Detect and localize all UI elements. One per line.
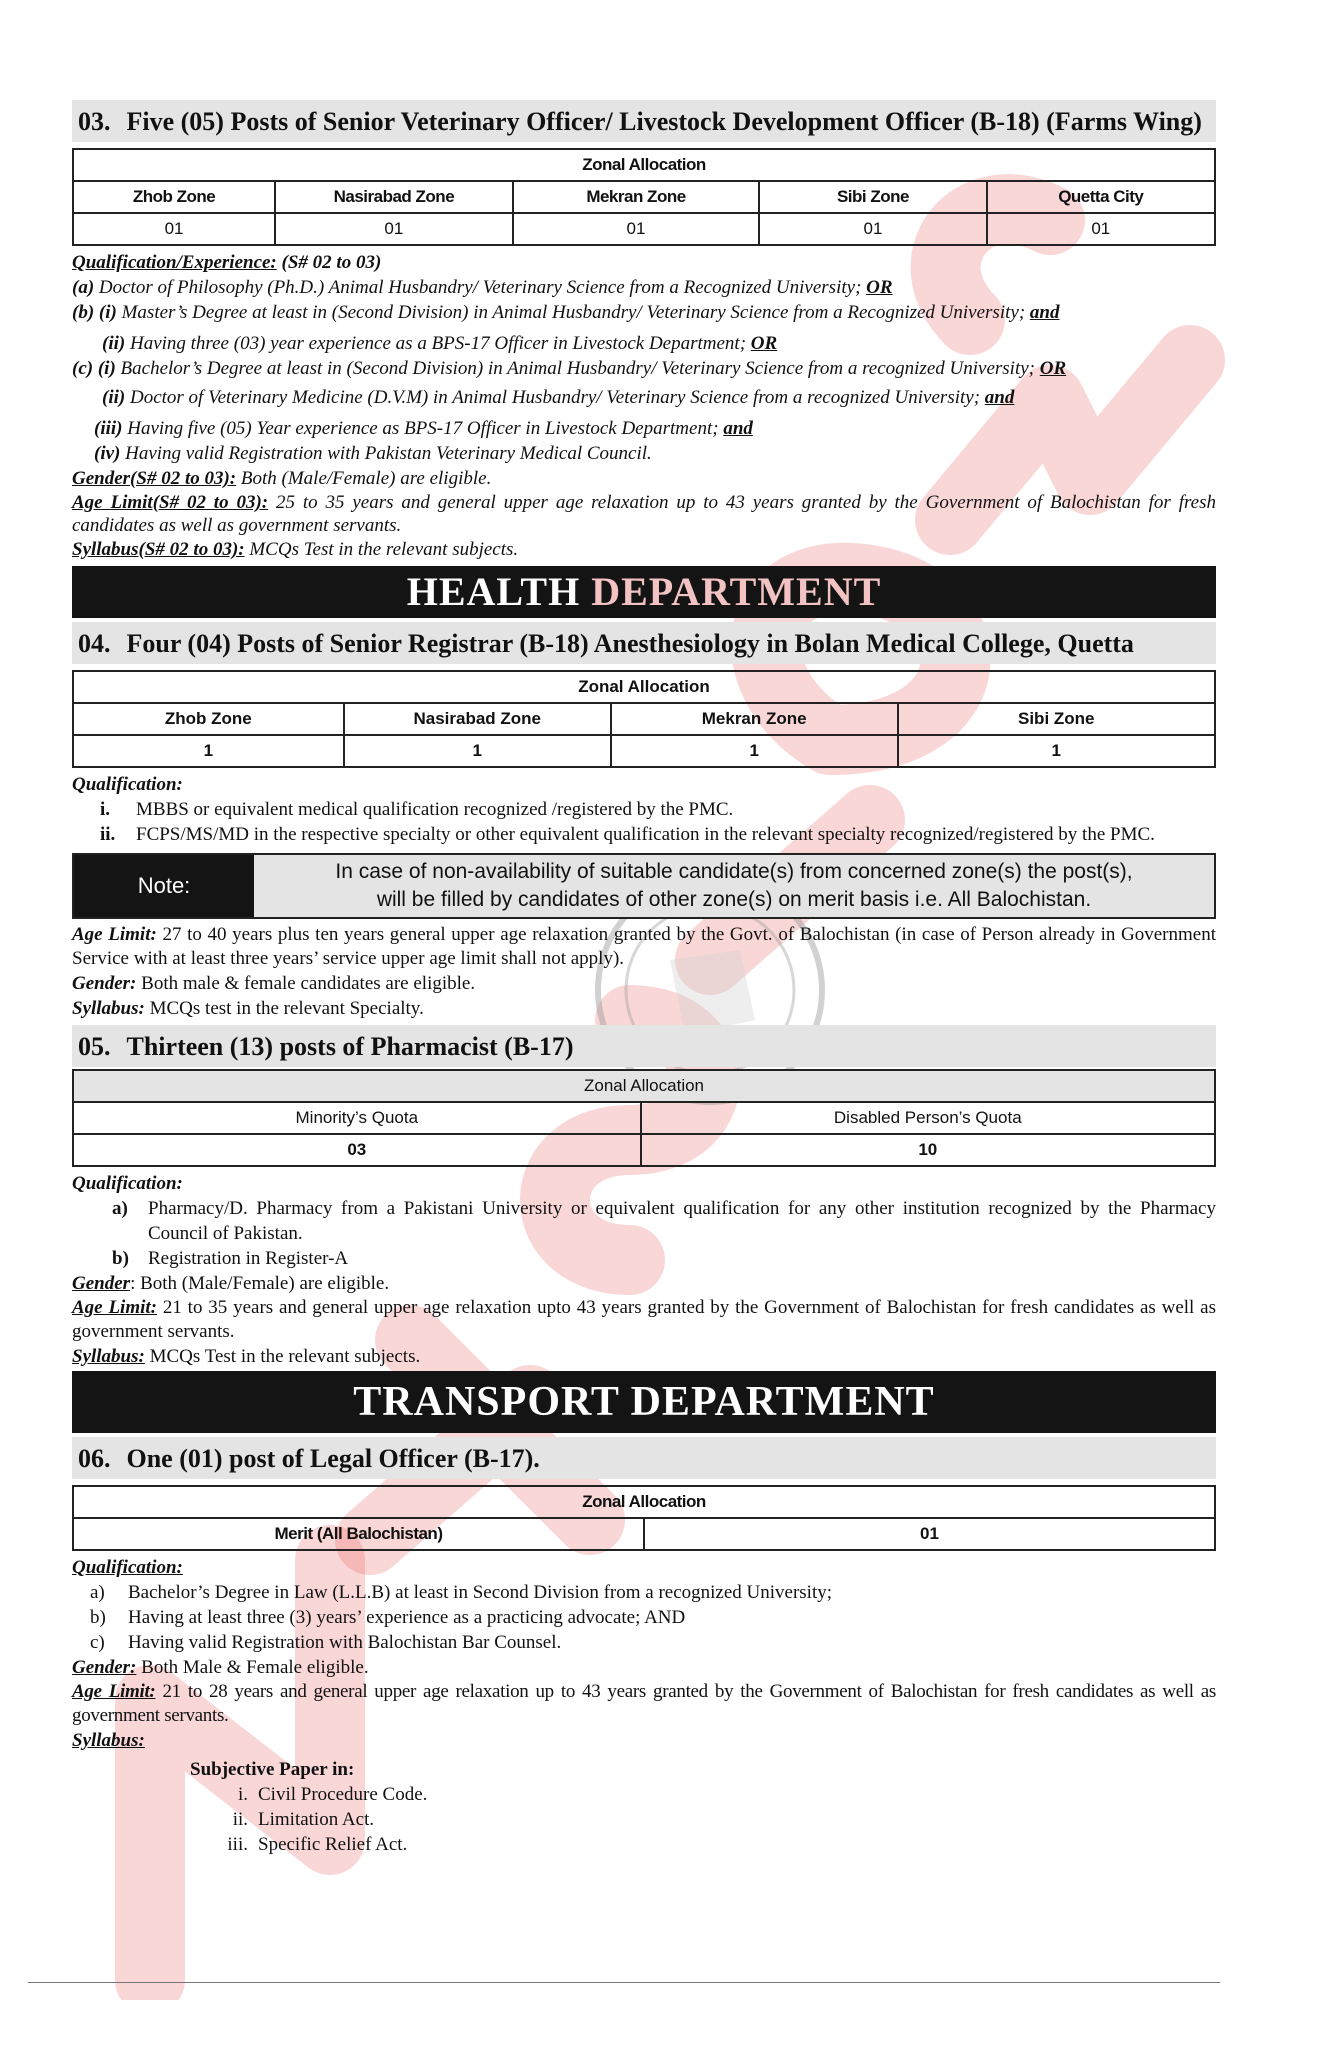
zonal-header: Zonal Allocation bbox=[73, 1486, 1215, 1518]
section-04-title bbox=[72, 622, 1216, 664]
section-number: 05. bbox=[78, 1032, 111, 1061]
section-heading: Four (04) Posts of Senior Registrar (B-18) Anesthesiology in Bolan Medical College, Quetta bbox=[126, 629, 1134, 658]
section-heading: One (01) post of Legal Officer (B-17). bbox=[126, 1444, 540, 1473]
zone-name: Mekran Zone bbox=[611, 703, 898, 735]
zone-count: 01 bbox=[73, 213, 275, 245]
zone-count: 1 bbox=[344, 735, 611, 767]
syllabus-line: Syllabus: MCQs Test in the relevant subjects. bbox=[72, 1346, 421, 1367]
paper-item: i. Civil Procedure Code. bbox=[237, 1784, 428, 1805]
age-limit-line: Age Limit: 27 to 40 years plus ten years general upper age relaxation granted by the Govt. of Balochistan (in case of Person already in Government Service with at least three years’ service upper age limit shall not apply). bbox=[72, 924, 1216, 969]
zone-name: Zhob Zone bbox=[73, 181, 275, 213]
quota-count: 10 bbox=[641, 1134, 1215, 1166]
section-06-title bbox=[72, 1437, 1216, 1479]
zonal-header: Zonal Allocation bbox=[73, 149, 1215, 181]
subjective-paper-heading: Subjective Paper in: bbox=[190, 1759, 355, 1780]
footer-rule bbox=[28, 1982, 1220, 1983]
quota-name: Minority’s Quota bbox=[73, 1102, 641, 1134]
zone-count: 1 bbox=[611, 735, 898, 767]
zonal-allocation-table-03 bbox=[72, 148, 1216, 246]
section-number: 03. bbox=[78, 107, 111, 136]
note-label: Note: bbox=[74, 855, 254, 917]
quota-count: 03 bbox=[73, 1134, 641, 1166]
qualification-item: b) Registration in Register-A bbox=[112, 1248, 349, 1269]
note-box bbox=[72, 853, 1216, 919]
zone-count: 01 bbox=[987, 213, 1215, 245]
paper-item: ii. Limitation Act. bbox=[232, 1809, 375, 1830]
age-limit-line: Age Limit: 21 to 28 years and general upper age relaxation up to 43 years granted by the Government of Balochistan for fresh candidates as well as government servants. bbox=[72, 1681, 1217, 1726]
qualification-item: i. MBBS or equivalent medical qualification recognized /registered by the PMC. bbox=[100, 799, 734, 820]
health-department-banner: HEALTH DEPARTMENT bbox=[72, 566, 1216, 618]
syllabus-line: Syllabus: MCQs test in the relevant Specialty. bbox=[72, 998, 424, 1019]
gender-line: Gender: Both male & female candidates are eligible. bbox=[72, 973, 476, 994]
age-limit-line: Age Limit(S# 02 to 03): 25 to 35 years and general upper age relaxation up to 43 years granted by the Government of Balochistan for fresh candidates as well as government servants. bbox=[72, 492, 1216, 536]
section-heading: Five (05) Posts of Senior Veterinary Officer/ Livestock Development Officer (B-18) (Farms Wing) bbox=[126, 107, 1202, 136]
zone-count: 01 bbox=[759, 213, 986, 245]
zone-name: Mekran Zone bbox=[513, 181, 760, 213]
merit-count: 01 bbox=[644, 1518, 1215, 1550]
zone-name: Nasirabad Zone bbox=[275, 181, 513, 213]
zonal-allocation-table-05 bbox=[72, 1069, 1216, 1167]
zonal-allocation-table-04 bbox=[72, 670, 1216, 768]
section-05-title bbox=[72, 1025, 1216, 1067]
qualification-item: c) Having valid Registration with Balochistan Bar Counsel. bbox=[90, 1632, 562, 1653]
merit-label: Merit (All Balochistan) bbox=[73, 1518, 644, 1550]
zone-count: 01 bbox=[513, 213, 760, 245]
qualification-line: (b) (i) Master’s Degree at least in (Second Division) in Animal Husbandry/ Veterinary Science from a Recognized University; and bbox=[72, 302, 1060, 323]
qualification-item: b) Having at least three (3) years’ experience as a practicing advocate; AND bbox=[90, 1607, 686, 1628]
quota-name: Disabled Person’s Quota bbox=[641, 1102, 1215, 1134]
gender-line: Gender: Both (Male/Female) are eligible. bbox=[72, 1273, 390, 1294]
qualification-item: a) Pharmacy/D. Pharmacy from a Pakistani University or equivalent qualification for any other institution recognized by the Pharmacy Council of Pakistan. bbox=[112, 1198, 1216, 1244]
gender-line: Gender(S# 02 to 03): Both (Male/Female) are eligible. bbox=[72, 468, 492, 489]
qualification-heading: Qualification: bbox=[72, 1173, 183, 1194]
qualification-line: (iii) Having five (05) Year experience as BPS-17 Officer in Livestock Department; and bbox=[94, 418, 753, 439]
section-03-title bbox=[72, 100, 1216, 142]
section-number: 04. bbox=[78, 629, 111, 658]
qualification-heading: Qualification: bbox=[72, 774, 183, 795]
qualification-line: (c) (i) Bachelor’s Degree at least in (Second Division) in Animal Husbandry/ Veterinary Science from a recognized University; OR bbox=[72, 358, 1067, 379]
gender-line: Gender: Both Male & Female eligible. bbox=[72, 1657, 369, 1678]
transport-department-banner: TRANSPORT DEPARTMENT bbox=[72, 1371, 1216, 1433]
zonal-header: Zonal Allocation bbox=[73, 671, 1215, 703]
section-number: 06. bbox=[78, 1444, 111, 1473]
zone-count: 01 bbox=[275, 213, 513, 245]
zonal-header: Zonal Allocation bbox=[73, 1070, 1215, 1102]
section-heading: Thirteen (13) posts of Pharmacist (B-17) bbox=[126, 1032, 574, 1061]
qualification-line: (ii) Doctor of Veterinary Medicine (D.V.M) in Animal Husbandry/ Veterinary Science from a recognized University; and bbox=[102, 387, 1015, 408]
note-body: In case of non-availability of suitable candidate(s) from concerned zone(s) the post(s), will be filled by candidates of other zone(s) on merit basis i.e. All Balochistan. bbox=[254, 855, 1214, 917]
zonal-allocation-table-06 bbox=[72, 1485, 1216, 1551]
zone-name: Nasirabad Zone bbox=[344, 703, 611, 735]
qualification-line: (ii) Having three (03) year experience as a BPS-17 Officer in Livestock Department; OR bbox=[102, 333, 778, 354]
qualification-item: ii. FCPS/MS/MD in the respective specialty or other equivalent qualification in the relevant specialty recognized/registered by the PMC. bbox=[100, 824, 1155, 845]
paper-item: iii. Specific Relief Act. bbox=[227, 1834, 408, 1855]
syllabus-heading: Syllabus: bbox=[72, 1730, 145, 1751]
zone-name: Quetta City bbox=[987, 181, 1215, 213]
qualification-item: a) Bachelor’s Degree in Law (L.L.B) at least in Second Division from a recognized University; bbox=[90, 1582, 833, 1603]
advertisement-page bbox=[72, 100, 1216, 1857]
zone-count: 1 bbox=[73, 735, 344, 767]
zone-name: Sibi Zone bbox=[898, 703, 1216, 735]
qualification-line: (a) Doctor of Philosophy (Ph.D.) Animal Husbandry/ Veterinary Science from a Recognized University; OR bbox=[72, 277, 893, 298]
zone-count: 1 bbox=[898, 735, 1216, 767]
qualification-line: (iv) Having valid Registration with Pakistan Veterinary Medical Council. bbox=[94, 443, 652, 464]
zone-name: Sibi Zone bbox=[759, 181, 986, 213]
syllabus-line: Syllabus(S# 02 to 03): MCQs Test in the relevant subjects. bbox=[72, 539, 519, 560]
qualification-heading: Qualification: bbox=[72, 1557, 183, 1578]
age-limit-line: Age Limit: 21 to 35 years and general upper age relaxation upto 43 years granted by the Government of Balochistan for fresh candidates as well as government servants. bbox=[72, 1297, 1216, 1342]
qualification-heading: Qualification/Experience: (S# 02 to 03) bbox=[72, 252, 382, 273]
zone-name: Zhob Zone bbox=[73, 703, 344, 735]
